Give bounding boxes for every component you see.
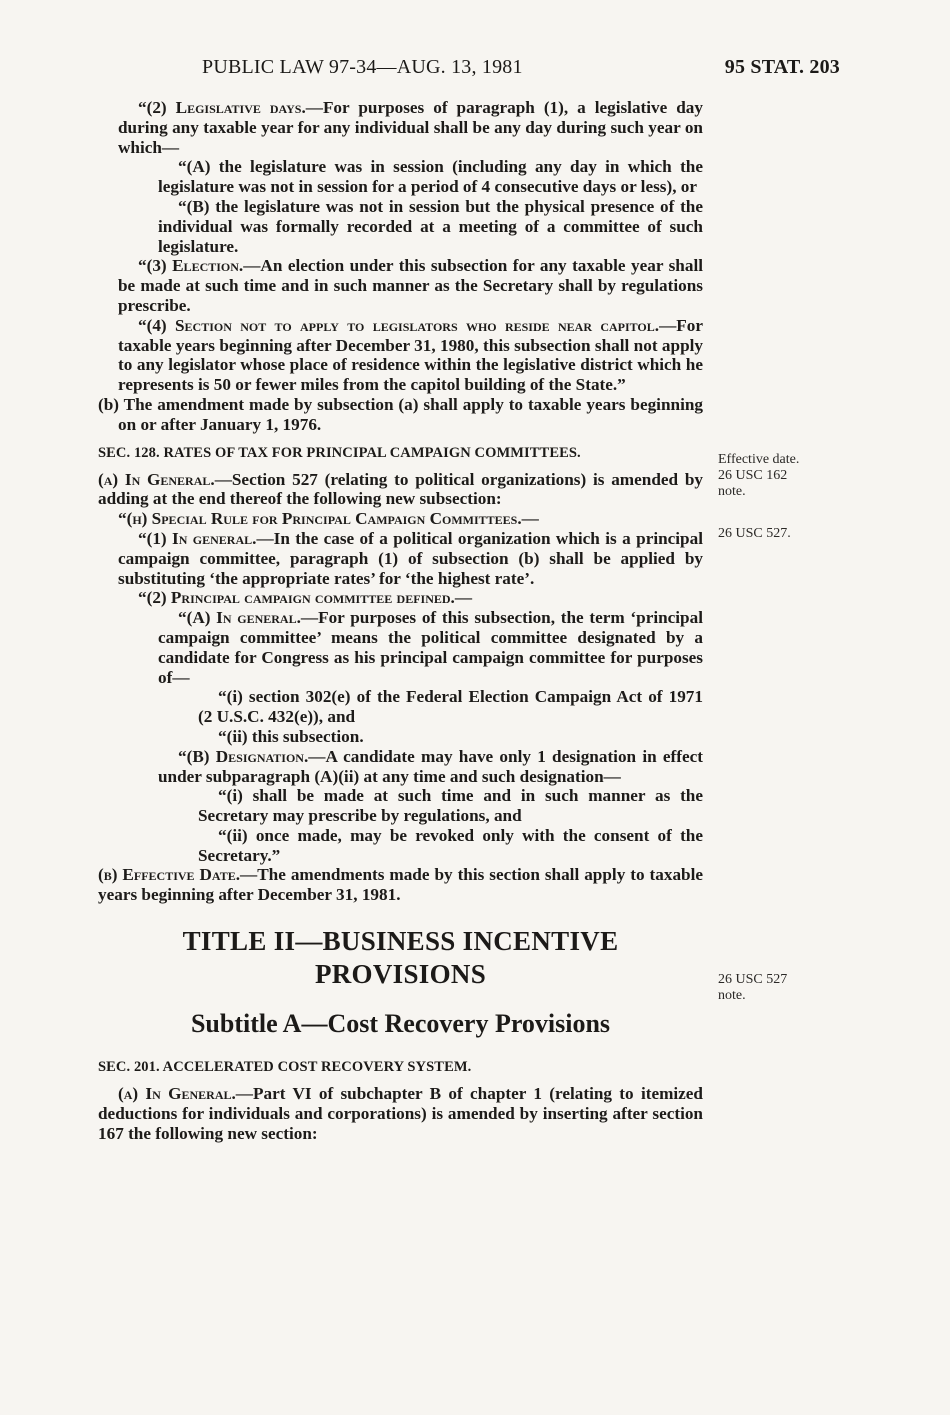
paragraph-heading: (b) Effective Date. (98, 865, 241, 885)
margin-note-usc-527 (718, 526, 791, 542)
paragraph-text: —In the case of a political organization which is a principal campaign committee, paragraph (1) of subsection (b) shall be applied by substituting ‘the appropriate rates’ for ‘the highest rate’. (118, 528, 703, 588)
paragraph-text: —The amendments made by this section shall apply to taxable years beginning after December 31, 1981. (98, 865, 704, 905)
paragraph-text: —A candidate may have only 1 designation in effect under subparagraph (A)(ii) at any time and such designation— (158, 746, 703, 786)
paragraph: “(2) Principal campaign committee defined.— (138, 588, 473, 608)
paragraph: “(B) the legislature was not in session but the physical presence of the individual was formally recorded at a meeting of a committee of such legislature. (158, 196, 703, 256)
paragraph (118, 256, 703, 315)
paragraph: “(i) section 302(e) of the Federal Election Campaign Act of 1971 (2 U.S.C. 432(e)), and (198, 687, 703, 727)
running-header: PUBLIC LAW 97-34—AUG. 13, 1981 (202, 56, 523, 78)
paragraph-heading: “(2) Legislative days. (138, 98, 306, 117)
paragraph (118, 747, 703, 787)
paragraph (98, 1084, 703, 1143)
paragraph (118, 316, 703, 395)
paragraph-text: —For purposes of this subsection, the term ‘principal campaign committee’ means the political committee designated by a candidate for Congress as his principal campaign committee for purposes of— (158, 608, 703, 687)
paragraph (118, 608, 703, 687)
paragraph-heading: (a) In General. (118, 1084, 236, 1104)
paragraph: “(ii) once made, may be revoked only with the consent of the Secretary.” (198, 825, 703, 865)
margin-note-usc-527-note (718, 972, 787, 1004)
title-line: TITLE II—BUSINESS INCENTIVE (182, 926, 619, 957)
margin-note-line: 26 USC 162 (718, 468, 788, 483)
section-heading: SEC. 201. ACCELERATED COST RECOVERY SYSTEM. (98, 1059, 472, 1076)
page-number: 95 STAT. 203 (724, 56, 840, 78)
paragraph-text: —An election under this subsection for any taxable year shall be made at such time and in such manner as the Secretary shall by regulations prescribe. (118, 256, 704, 315)
body-text (98, 98, 704, 1143)
paragraph: “(i) shall be made at such time and in such manner as the Secretary may prescribe by regulations, and (198, 786, 703, 826)
paragraph-heading: “(B) Designation. (178, 746, 309, 766)
paragraph-text: —Part VI of subchapter B of chapter 1 (relating to itemized deductions for individuals and corporations) is amended by inserting after section 167 the following new section: (98, 1084, 703, 1143)
paragraph-text: —For purposes of paragraph (1), a legislative day during any taxable year for any individual shall be any day during such year on which— (118, 98, 703, 157)
paragraph (98, 470, 703, 510)
section-heading: SEC. 128. RATES OF TAX FOR PRINCIPAL CAMPAIGN COMMITTEES. (98, 444, 581, 461)
paragraph-heading: “(1) In general. (138, 528, 257, 548)
paragraph-text: —Section 527 (relating to political organizations) is amended by adding at the end thereof the following new subsection: (98, 469, 703, 509)
paragraph: “(ii) this subsection. (218, 726, 364, 746)
subtitle-heading: Subtitle A—Cost Recovery Provisions (190, 1009, 611, 1039)
margin-note-line: 26 USC 527 (718, 972, 788, 987)
paragraph: “(h) Special Rule for Principal Campaign Committees.— (118, 509, 539, 529)
margin-note-effective-date (718, 452, 799, 500)
margin-note-line: note. (718, 988, 746, 1003)
margin-note-line: Effective date. (718, 452, 800, 467)
paragraph-heading: (a) In General. (98, 469, 215, 489)
paragraph: (b) The amendment made by subsection (a) shall apply to taxable years beginning on or after January 1, 1976. (98, 394, 703, 434)
margin-note-line: 26 USC 527. (718, 526, 791, 541)
paragraph (118, 529, 703, 588)
margin-note-line: note. (718, 484, 746, 499)
title-line: PROVISIONS (314, 959, 487, 990)
paragraph-heading: “(4) Section not to apply to legislators who reside near capitol. (138, 315, 660, 335)
paragraph (98, 865, 703, 905)
paragraph: “(A) the legislature was in session (including any day in which the legislature was not in session for a period of 4 consecutive days or less), or (158, 157, 703, 197)
paragraph-heading: “(A) In general. (178, 608, 301, 628)
title-heading (98, 925, 703, 991)
paragraph-heading: “(3) Election. (138, 256, 244, 276)
paragraph (118, 98, 703, 157)
paragraph-text: —For taxable years beginning after December 31, 1980, this subsection shall not apply to any legislator whose place of residence within the legislative district which he represents is 50 or fewer miles from the capitol building of the State.” (118, 315, 703, 395)
